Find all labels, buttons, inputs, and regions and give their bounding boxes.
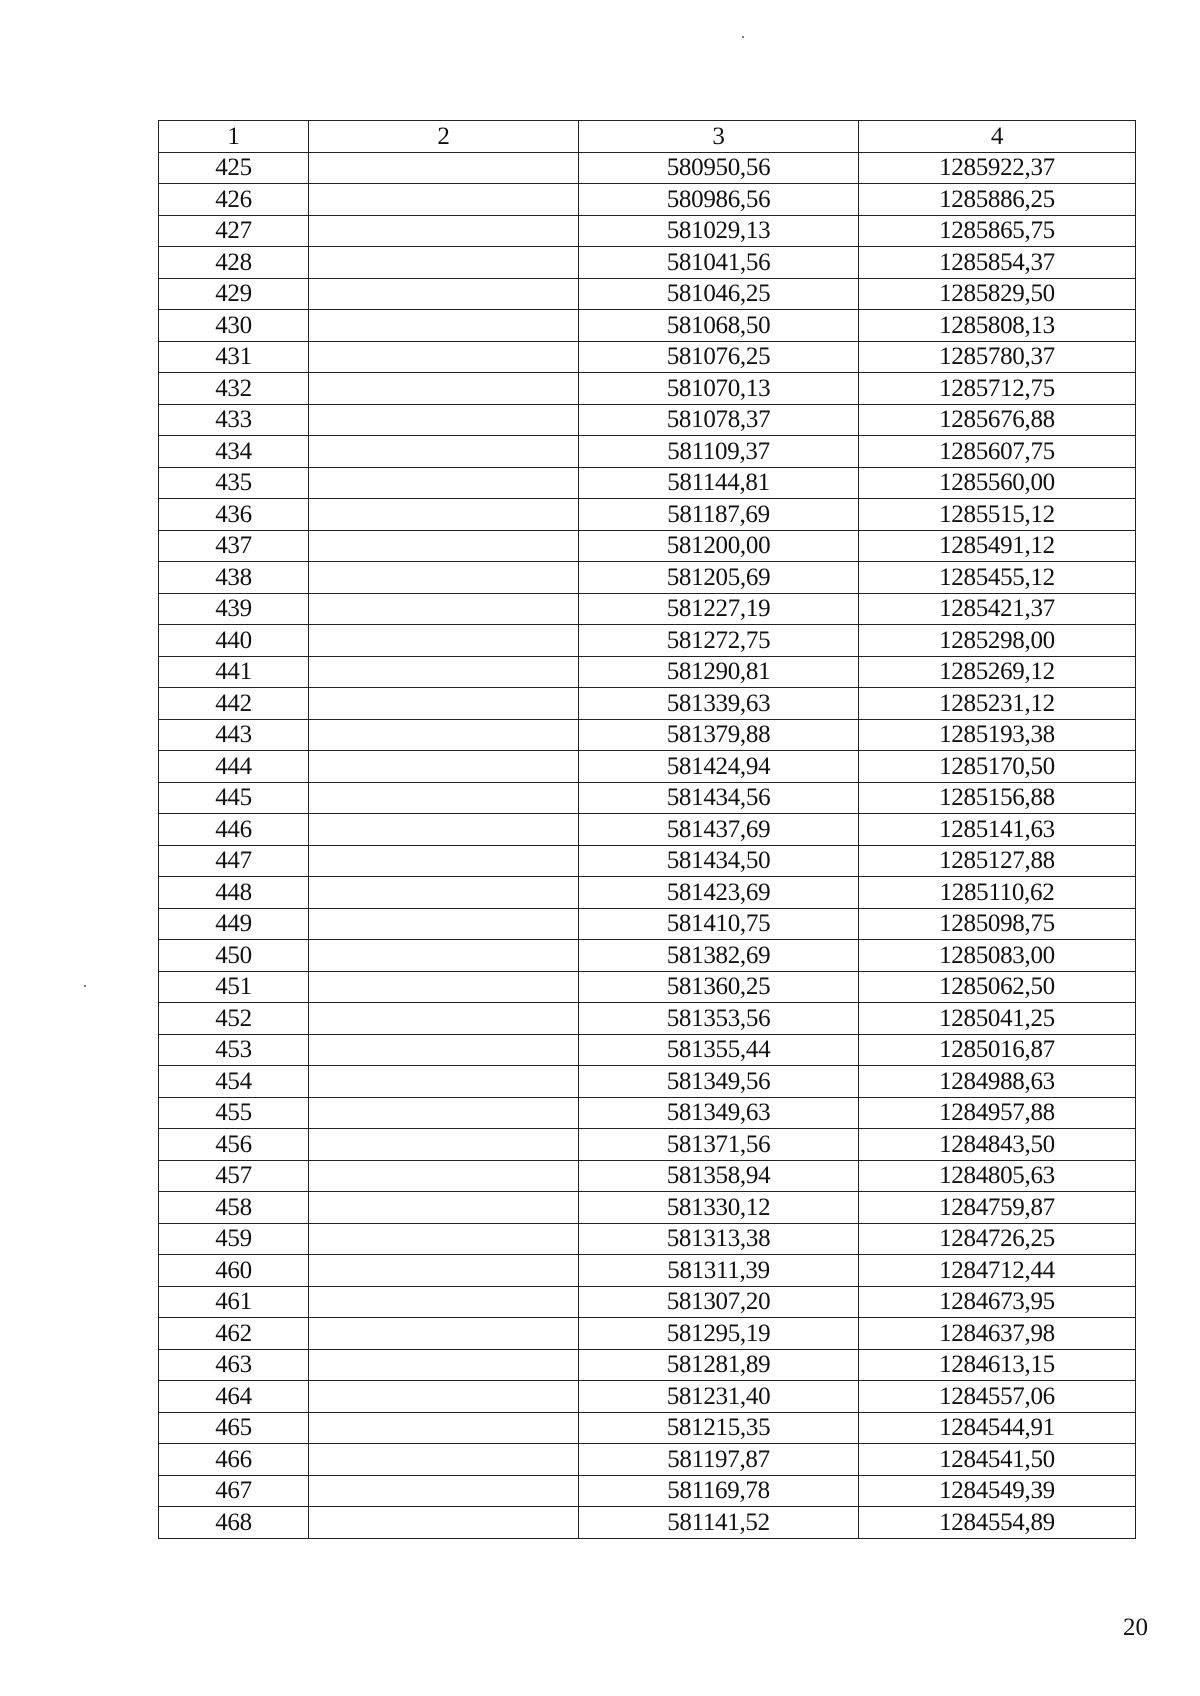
table-row: [159, 845, 1136, 877]
x-coordinate-cell: 581205,69: [579, 562, 859, 594]
point-number-cell: 436: [159, 499, 309, 531]
point-number-cell: 456: [159, 1129, 309, 1161]
point-number-cell: 439: [159, 593, 309, 625]
point-number-cell: 463: [159, 1349, 309, 1381]
point-number-cell: 448: [159, 877, 309, 909]
column-header-2: 2: [309, 121, 579, 153]
x-coordinate-cell: 581215,35: [579, 1412, 859, 1444]
y-coordinate-cell: 1285231,12: [859, 688, 1136, 720]
y-coordinate-cell: 1285491,12: [859, 530, 1136, 562]
y-coordinate-cell: 1285607,75: [859, 436, 1136, 468]
x-coordinate-cell: 581281,89: [579, 1349, 859, 1381]
y-coordinate-cell: 1284843,50: [859, 1129, 1136, 1161]
x-coordinate-cell: 581109,37: [579, 436, 859, 468]
y-coordinate-cell: 1285083,00: [859, 940, 1136, 972]
column-header-4: 4: [859, 121, 1136, 153]
x-coordinate-cell: 581295,19: [579, 1318, 859, 1350]
x-coordinate-cell: 581041,56: [579, 247, 859, 279]
x-coordinate-cell: 581144,81: [579, 467, 859, 499]
description-cell: [309, 278, 579, 310]
y-coordinate-cell: 1284544,91: [859, 1412, 1136, 1444]
table-row: [159, 499, 1136, 531]
description-cell: [309, 625, 579, 657]
x-coordinate-cell: 581423,69: [579, 877, 859, 909]
point-number-cell: 432: [159, 373, 309, 405]
table-row: [159, 467, 1136, 499]
y-coordinate-cell: 1285676,88: [859, 404, 1136, 436]
point-number-cell: 437: [159, 530, 309, 562]
point-number-cell: 431: [159, 341, 309, 373]
x-coordinate-cell: 581272,75: [579, 625, 859, 657]
description-cell: [309, 1444, 579, 1476]
y-coordinate-cell: 1284673,95: [859, 1286, 1136, 1318]
x-coordinate-cell: 581046,25: [579, 278, 859, 310]
y-coordinate-cell: 1285062,50: [859, 971, 1136, 1003]
point-number-cell: 442: [159, 688, 309, 720]
description-cell: [309, 404, 579, 436]
x-coordinate-cell: 581424,94: [579, 751, 859, 783]
y-coordinate-cell: 1285560,00: [859, 467, 1136, 499]
y-coordinate-cell: 1285515,12: [859, 499, 1136, 531]
point-number-cell: 425: [159, 152, 309, 184]
point-number-cell: 427: [159, 215, 309, 247]
table-row: [159, 1223, 1136, 1255]
table-row: [159, 908, 1136, 940]
y-coordinate-cell: 1285156,88: [859, 782, 1136, 814]
table-row: [159, 1160, 1136, 1192]
x-coordinate-cell: 581339,63: [579, 688, 859, 720]
point-number-cell: 468: [159, 1507, 309, 1539]
point-number-cell: 434: [159, 436, 309, 468]
description-cell: [309, 247, 579, 279]
description-cell: [309, 310, 579, 342]
x-coordinate-cell: 581187,69: [579, 499, 859, 531]
table-row: [159, 1412, 1136, 1444]
table-row: [159, 751, 1136, 783]
description-cell: [309, 656, 579, 688]
y-coordinate-cell: 1285170,50: [859, 751, 1136, 783]
description-cell: [309, 845, 579, 877]
table-row: [159, 814, 1136, 846]
y-coordinate-cell: 1284549,39: [859, 1475, 1136, 1507]
table-row: [159, 1507, 1136, 1539]
description-cell: [309, 1318, 579, 1350]
description-cell: [309, 467, 579, 499]
y-coordinate-cell: 1285780,37: [859, 341, 1136, 373]
point-number-cell: 438: [159, 562, 309, 594]
x-coordinate-cell: 581197,87: [579, 1444, 859, 1476]
description-cell: [309, 1349, 579, 1381]
column-header-3: 3: [579, 121, 859, 153]
y-coordinate-cell: 1285421,37: [859, 593, 1136, 625]
table-row: [159, 215, 1136, 247]
x-coordinate-cell: 581330,12: [579, 1192, 859, 1224]
description-cell: [309, 499, 579, 531]
x-coordinate-cell: 581307,20: [579, 1286, 859, 1318]
table-body: [159, 152, 1136, 1538]
y-coordinate-cell: 1284637,98: [859, 1318, 1136, 1350]
scan-speck: [742, 36, 744, 38]
description-cell: [309, 1286, 579, 1318]
point-number-cell: 465: [159, 1412, 309, 1444]
description-cell: [309, 751, 579, 783]
table-row: [159, 625, 1136, 657]
x-coordinate-cell: 581353,56: [579, 1003, 859, 1035]
y-coordinate-cell: 1285298,00: [859, 625, 1136, 657]
table-row: [159, 1034, 1136, 1066]
point-number-cell: 451: [159, 971, 309, 1003]
table-row: [159, 404, 1136, 436]
table-row: [159, 1255, 1136, 1287]
point-number-cell: 457: [159, 1160, 309, 1192]
table-row: [159, 656, 1136, 688]
point-number-cell: 460: [159, 1255, 309, 1287]
y-coordinate-cell: 1285269,12: [859, 656, 1136, 688]
x-coordinate-cell: 581434,56: [579, 782, 859, 814]
coordinates-table: [158, 120, 1136, 1539]
x-coordinate-cell: 581437,69: [579, 814, 859, 846]
x-coordinate-cell: 581068,50: [579, 310, 859, 342]
table-row: [159, 1475, 1136, 1507]
y-coordinate-cell: 1284554,89: [859, 1507, 1136, 1539]
y-coordinate-cell: 1285886,25: [859, 184, 1136, 216]
x-coordinate-cell: 581169,78: [579, 1475, 859, 1507]
x-coordinate-cell: 581078,37: [579, 404, 859, 436]
point-number-cell: 467: [159, 1475, 309, 1507]
y-coordinate-cell: 1285712,75: [859, 373, 1136, 405]
x-coordinate-cell: 581231,40: [579, 1381, 859, 1413]
table-row: [159, 247, 1136, 279]
x-coordinate-cell: 580986,56: [579, 184, 859, 216]
y-coordinate-cell: 1285127,88: [859, 845, 1136, 877]
point-number-cell: 461: [159, 1286, 309, 1318]
description-cell: [309, 215, 579, 247]
point-number-cell: 462: [159, 1318, 309, 1350]
table-row: [159, 1003, 1136, 1035]
table-row: [159, 1444, 1136, 1476]
x-coordinate-cell: 581358,94: [579, 1160, 859, 1192]
y-coordinate-cell: 1285016,87: [859, 1034, 1136, 1066]
table-row: [159, 562, 1136, 594]
description-cell: [309, 971, 579, 1003]
description-cell: [309, 184, 579, 216]
description-cell: [309, 1223, 579, 1255]
point-number-cell: 444: [159, 751, 309, 783]
x-coordinate-cell: 581349,56: [579, 1066, 859, 1098]
x-coordinate-cell: 581382,69: [579, 940, 859, 972]
description-cell: [309, 719, 579, 751]
description-cell: [309, 814, 579, 846]
description-cell: [309, 1129, 579, 1161]
point-number-cell: 453: [159, 1034, 309, 1066]
x-coordinate-cell: 581355,44: [579, 1034, 859, 1066]
y-coordinate-cell: 1284541,50: [859, 1444, 1136, 1476]
point-number-cell: 443: [159, 719, 309, 751]
description-cell: [309, 1097, 579, 1129]
table-row: [159, 688, 1136, 720]
y-coordinate-cell: 1285110,62: [859, 877, 1136, 909]
point-number-cell: 441: [159, 656, 309, 688]
description-cell: [309, 1412, 579, 1444]
point-number-cell: 455: [159, 1097, 309, 1129]
column-header-1: 1: [159, 121, 309, 153]
y-coordinate-cell: 1284988,63: [859, 1066, 1136, 1098]
y-coordinate-cell: 1285193,38: [859, 719, 1136, 751]
x-coordinate-cell: 581227,19: [579, 593, 859, 625]
x-coordinate-cell: 581311,39: [579, 1255, 859, 1287]
x-coordinate-cell: 581141,52: [579, 1507, 859, 1539]
table-row: [159, 310, 1136, 342]
table-row: [159, 1286, 1136, 1318]
point-number-cell: 430: [159, 310, 309, 342]
x-coordinate-cell: 581076,25: [579, 341, 859, 373]
table-row: [159, 1381, 1136, 1413]
y-coordinate-cell: 1284613,15: [859, 1349, 1136, 1381]
table-row: [159, 1192, 1136, 1224]
table-row: [159, 971, 1136, 1003]
point-number-cell: 464: [159, 1381, 309, 1413]
y-coordinate-cell: 1285829,50: [859, 278, 1136, 310]
description-cell: [309, 1192, 579, 1224]
point-number-cell: 429: [159, 278, 309, 310]
table-row: [159, 877, 1136, 909]
x-coordinate-cell: 581029,13: [579, 215, 859, 247]
point-number-cell: 450: [159, 940, 309, 972]
table-row: [159, 278, 1136, 310]
x-coordinate-cell: 581070,13: [579, 373, 859, 405]
point-number-cell: 440: [159, 625, 309, 657]
description-cell: [309, 908, 579, 940]
y-coordinate-cell: 1284557,06: [859, 1381, 1136, 1413]
x-coordinate-cell: 581379,88: [579, 719, 859, 751]
table-row: [159, 152, 1136, 184]
point-number-cell: 435: [159, 467, 309, 499]
y-coordinate-cell: 1285455,12: [859, 562, 1136, 594]
y-coordinate-cell: 1285098,75: [859, 908, 1136, 940]
table-row: [159, 341, 1136, 373]
point-number-cell: 428: [159, 247, 309, 279]
x-coordinate-cell: 581313,38: [579, 1223, 859, 1255]
table-row: [159, 1349, 1136, 1381]
description-cell: [309, 1475, 579, 1507]
table-row: [159, 1097, 1136, 1129]
description-cell: [309, 1255, 579, 1287]
x-coordinate-cell: 581360,25: [579, 971, 859, 1003]
table-row: [159, 1066, 1136, 1098]
y-coordinate-cell: 1285854,37: [859, 247, 1136, 279]
description-cell: [309, 373, 579, 405]
scan-speck: [84, 985, 86, 987]
table-row: [159, 184, 1136, 216]
y-coordinate-cell: 1285041,25: [859, 1003, 1136, 1035]
x-coordinate-cell: 580950,56: [579, 152, 859, 184]
table-row: [159, 373, 1136, 405]
table-row: [159, 1318, 1136, 1350]
point-number-cell: 445: [159, 782, 309, 814]
x-coordinate-cell: 581410,75: [579, 908, 859, 940]
y-coordinate-cell: 1284957,88: [859, 1097, 1136, 1129]
point-number-cell: 446: [159, 814, 309, 846]
description-cell: [309, 1507, 579, 1539]
table-row: [159, 530, 1136, 562]
point-number-cell: 433: [159, 404, 309, 436]
description-cell: [309, 436, 579, 468]
x-coordinate-cell: 581371,56: [579, 1129, 859, 1161]
description-cell: [309, 877, 579, 909]
point-number-cell: 459: [159, 1223, 309, 1255]
x-coordinate-cell: 581200,00: [579, 530, 859, 562]
table-row: [159, 719, 1136, 751]
point-number-cell: 426: [159, 184, 309, 216]
description-cell: [309, 688, 579, 720]
description-cell: [309, 152, 579, 184]
table-row: [159, 436, 1136, 468]
table-header-row: [159, 121, 1136, 153]
description-cell: [309, 1034, 579, 1066]
x-coordinate-cell: 581349,63: [579, 1097, 859, 1129]
y-coordinate-cell: 1285865,75: [859, 215, 1136, 247]
y-coordinate-cell: 1284726,25: [859, 1223, 1136, 1255]
point-number-cell: 449: [159, 908, 309, 940]
description-cell: [309, 562, 579, 594]
description-cell: [309, 782, 579, 814]
y-coordinate-cell: 1285922,37: [859, 152, 1136, 184]
x-coordinate-cell: 581434,50: [579, 845, 859, 877]
description-cell: [309, 530, 579, 562]
description-cell: [309, 940, 579, 972]
table-row: [159, 940, 1136, 972]
page-number: 20: [1123, 1614, 1148, 1641]
description-cell: [309, 1066, 579, 1098]
table-row: [159, 782, 1136, 814]
x-coordinate-cell: 581290,81: [579, 656, 859, 688]
description-cell: [309, 1003, 579, 1035]
description-cell: [309, 341, 579, 373]
table-row: [159, 593, 1136, 625]
y-coordinate-cell: 1284712,44: [859, 1255, 1136, 1287]
point-number-cell: 452: [159, 1003, 309, 1035]
description-cell: [309, 593, 579, 625]
point-number-cell: 454: [159, 1066, 309, 1098]
y-coordinate-cell: 1285808,13: [859, 310, 1136, 342]
description-cell: [309, 1381, 579, 1413]
y-coordinate-cell: 1285141,63: [859, 814, 1136, 846]
table-row: [159, 1129, 1136, 1161]
y-coordinate-cell: 1284759,87: [859, 1192, 1136, 1224]
point-number-cell: 466: [159, 1444, 309, 1476]
point-number-cell: 447: [159, 845, 309, 877]
description-cell: [309, 1160, 579, 1192]
point-number-cell: 458: [159, 1192, 309, 1224]
y-coordinate-cell: 1284805,63: [859, 1160, 1136, 1192]
